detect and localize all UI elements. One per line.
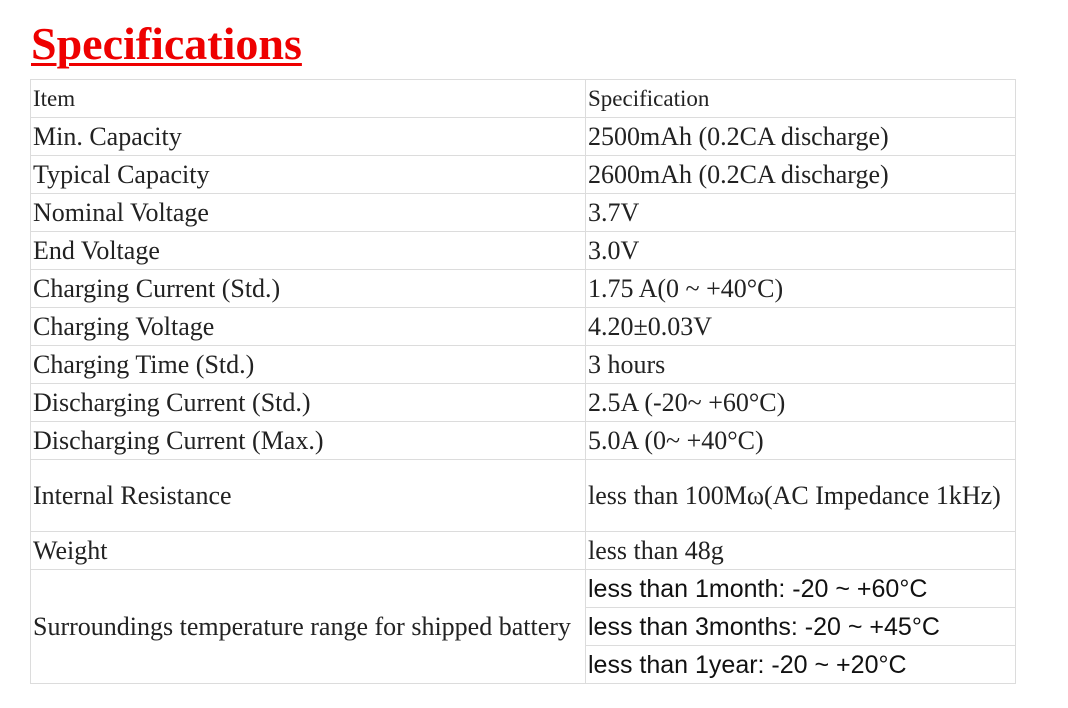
- item-cell: End Voltage: [31, 232, 586, 270]
- storage-temperature-1year: less than 1year: -20 ~ +20°C: [586, 646, 1016, 684]
- table-row: [31, 156, 1016, 194]
- table-row: [31, 308, 1016, 346]
- specifications-table: [30, 79, 1016, 684]
- table-row: [31, 570, 1016, 608]
- spec-cell: 3 hours: [586, 346, 1016, 384]
- spec-cell: 1.75 A(0 ~ +40°C): [586, 270, 1016, 308]
- table-row: [31, 460, 1016, 532]
- table-row: [31, 532, 1016, 570]
- item-cell: Weight: [31, 532, 586, 570]
- table-row: [31, 384, 1016, 422]
- spec-cell: 4.20±0.03V: [586, 308, 1016, 346]
- item-cell: Charging Current (Std.): [31, 270, 586, 308]
- spec-cell: less than 48g: [586, 532, 1016, 570]
- spec-cell: 5.0A (0~ +40°C): [586, 422, 1016, 460]
- item-cell: Charging Time (Std.): [31, 346, 586, 384]
- header-specification: Specification: [586, 80, 1016, 118]
- item-cell: Internal Resistance: [31, 460, 586, 532]
- storage-temperature-label: Surroundings temperature range for shipped battery: [31, 570, 586, 684]
- item-cell: Min. Capacity: [31, 118, 586, 156]
- item-cell: Charging Voltage: [31, 308, 586, 346]
- spec-cell: 2.5A (-20~ +60°C): [586, 384, 1016, 422]
- table-row: [31, 422, 1016, 460]
- table-row: [31, 118, 1016, 156]
- table-header-row: [31, 80, 1016, 118]
- storage-temperature-3months: less than 3months: -20 ~ +45°C: [586, 608, 1016, 646]
- spec-cell: 2600mAh (0.2CA discharge): [586, 156, 1016, 194]
- item-cell: Nominal Voltage: [31, 194, 586, 232]
- page-title: Specifications: [31, 18, 302, 69]
- spec-cell: 2500mAh (0.2CA discharge): [586, 118, 1016, 156]
- item-cell: Discharging Current (Std.): [31, 384, 586, 422]
- table-row: [31, 346, 1016, 384]
- table-row: [31, 270, 1016, 308]
- item-cell: Discharging Current (Max.): [31, 422, 586, 460]
- spec-cell: 3.7V: [586, 194, 1016, 232]
- storage-temperature-1month: less than 1month: -20 ~ +60°C: [586, 570, 1016, 608]
- table-row: [31, 194, 1016, 232]
- item-cell: Typical Capacity: [31, 156, 586, 194]
- header-item: Item: [31, 80, 586, 118]
- spec-cell: 3.0V: [586, 232, 1016, 270]
- spec-cell: less than 100Mω(AC Impedance 1kHz): [586, 460, 1016, 532]
- table-row: [31, 232, 1016, 270]
